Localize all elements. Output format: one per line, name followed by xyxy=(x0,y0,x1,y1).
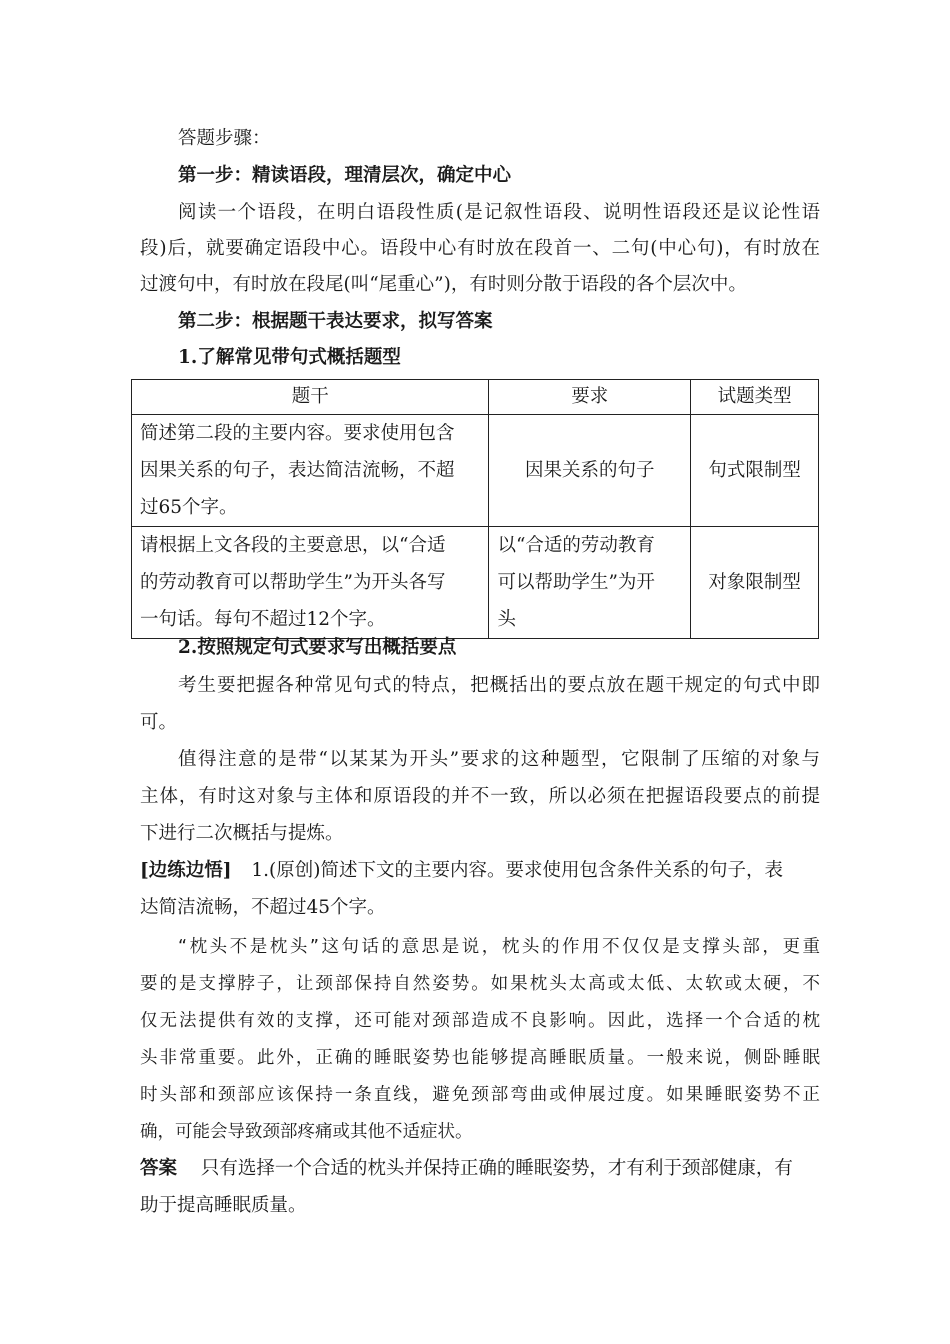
passage-line: 时头部和颈部应该保持一条直线，避免颈部弯曲或伸展过度。如果睡眠姿势不正 xyxy=(140,1085,820,1105)
sub2-title: 2.按照规定句式要求写出概括要点 xyxy=(178,637,457,658)
cell-line: 一句话。每句不超过12个字。 xyxy=(140,609,386,630)
passage-line: 仅无法提供有效的支撑，还可能对颈部造成不良影响。因此，选择一个合适的枕 xyxy=(140,1011,820,1031)
table-header-cell: 要求 xyxy=(489,380,691,415)
step1-line: 阅读一个语段，在明白语段性质(是记叙性语段、说明性语段还是议论性语 xyxy=(178,202,820,223)
question-type-table xyxy=(131,379,819,639)
cell-line: 过65个字。 xyxy=(140,497,238,518)
cell-line: 简述第二段的主要内容。要求使用包含 xyxy=(140,423,455,444)
table-row xyxy=(132,527,819,639)
practice-line: 达简洁流畅，不超过45个字。 xyxy=(140,897,386,918)
answer-text: 只有选择一个合适的枕头并保持正确的睡眠姿势，才有利于颈部健康，有 xyxy=(200,1158,793,1179)
cell-line: 请根据上文各段的主要意思，以“合适 xyxy=(140,535,446,556)
table-row xyxy=(132,415,819,527)
step1-title: 第一步：精读语段，理清层次，确定中心 xyxy=(178,165,512,186)
para1-line: 考生要把握各种常见句式的特点，把概括出的要点放在题干规定的句式中即 xyxy=(178,675,820,696)
cell-line: 的劳动教育可以帮助学生”为开头各写 xyxy=(140,572,446,593)
table-cell-stem xyxy=(132,527,489,639)
answer-label: 答案 xyxy=(140,1158,178,1179)
table-cell-requirement xyxy=(489,415,691,527)
passage-line: “枕头不是枕头”这句话的意思是说，枕头的作用不仅仅是支撑头部，更重 xyxy=(178,937,820,957)
cell-line: 因果关系的句子，表达简洁流畅，不超 xyxy=(140,460,455,481)
answer-line xyxy=(140,1157,820,1181)
cell-line: 以“合适的劳动教育 xyxy=(497,535,655,556)
para1-line: 可。 xyxy=(140,712,178,733)
table-cell-requirement xyxy=(489,527,691,639)
table-header-row xyxy=(132,380,819,415)
practice-label: [边练边悟] xyxy=(140,860,232,881)
para2-line: 下进行二次概括与提炼。 xyxy=(140,823,344,844)
para2-line: 值得注意的是带“以某某为开头”要求的这种题型，它限制了压缩的对象与 xyxy=(178,749,820,770)
steps-heading: 答题步骤： xyxy=(178,128,271,149)
cell-line: 头 xyxy=(497,609,516,630)
sub1-title: 1.了解常见带句式概括题型 xyxy=(178,347,401,368)
table-cell-type: 对象限制型 xyxy=(691,527,819,639)
practice-text: 1.(原创)简述下文的主要内容。要求使用包含条件关系的句子，表 xyxy=(251,860,783,881)
table-header-cell: 试题类型 xyxy=(691,380,819,415)
answer-line: 助于提高睡眠质量。 xyxy=(140,1195,307,1216)
passage-line: 确，可能会导致颈部疼痛或其他不适症状。 xyxy=(140,1122,473,1142)
practice-line xyxy=(140,859,820,883)
step1-line: 过渡句中，有时放在段尾(叫“尾重心”)，有时则分散于语段的各个层次中。 xyxy=(140,274,747,295)
cell-line: 因果关系的句子 xyxy=(525,460,655,481)
para2-line: 主体，有时这对象与主体和原语段的并不一致，所以必须在把握语段要点的前提 xyxy=(140,786,820,807)
step1-line: 段)后，就要确定语段中心。语段中心有时放在段首一、二句(中心句)，有时放在 xyxy=(140,238,820,259)
passage-line: 要的是支撑脖子，让颈部保持自然姿势。如果枕头太高或太低、太软或太硬，不 xyxy=(140,974,820,994)
table-header-cell: 题干 xyxy=(132,380,489,415)
table-cell-stem xyxy=(132,415,489,527)
table-cell-type: 句式限制型 xyxy=(691,415,819,527)
passage-line: 头非常重要。此外，正确的睡眠姿势也能够提高睡眠质量。一般来说，侧卧睡眠 xyxy=(140,1048,820,1068)
step2-title: 第二步：根据题干表达要求，拟写答案 xyxy=(178,311,493,332)
cell-line: 可以帮助学生”为开 xyxy=(497,572,655,593)
